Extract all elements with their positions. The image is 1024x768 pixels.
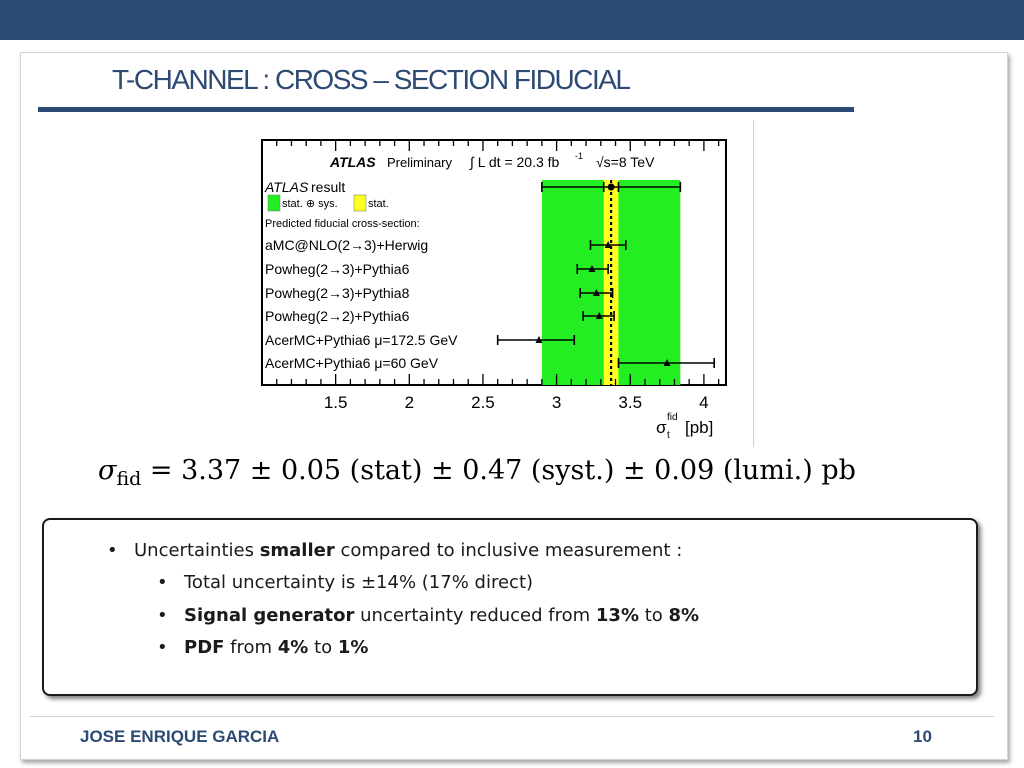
bullet-text: uncertainty reduced from [354, 605, 596, 626]
lumi-exponent: -1 [575, 151, 584, 161]
bullet-bold-text: smaller [259, 540, 335, 561]
bullet-1 [107, 540, 683, 561]
sigma-symbol: σ [98, 455, 117, 486]
legend-total-label: stat. ⊕ sys. [282, 198, 338, 210]
title-underline [38, 107, 854, 112]
xlabel-unit: [pb] [685, 418, 714, 437]
legend-stat-swatch [354, 195, 366, 211]
formula-value: = 3.37 ± 0.05 (stat) ± 0.47 (syst.) ± 0.09 (lumi.) pb [149, 455, 856, 486]
prediction-label: Powheg(2→3)+Pythia8 [265, 285, 410, 301]
bullet-bold-text: 4% [277, 637, 309, 658]
atlas-result-label-italic: ATLAS [265, 179, 309, 195]
bullet-bold-text: 8% [668, 605, 700, 626]
bullet-text: from [224, 637, 278, 658]
top-banner [0, 0, 1024, 40]
prediction-label: Powheg(2→2)+Pythia6 [265, 308, 410, 324]
page-number: 10 [913, 727, 932, 746]
bullet-marker: • [157, 572, 168, 593]
energy-label: √s=8 TeV [596, 154, 655, 170]
legend-total-swatch [268, 195, 280, 211]
bullet-bold-text: 13% [595, 605, 639, 626]
slide-title: T-CHANNEL : CROSS – SECTION FIDUCIAL [112, 64, 630, 95]
bullet-text: Total uncertainty is ±14% (17% direct) [184, 572, 534, 593]
bullet-3 [157, 605, 700, 626]
legend-stat-label: stat. [368, 198, 389, 210]
x-tick-label: 4 [699, 393, 709, 412]
bullet-marker: • [107, 540, 118, 561]
x-tick-label: 3.5 [618, 393, 643, 412]
preliminary-label: Preliminary [387, 155, 453, 170]
footer-author: JOSE ENRIQUE GARCIA [80, 727, 280, 746]
prediction-label: aMC@NLO(2→3)+Herwig [265, 237, 429, 253]
bullet-4 [157, 637, 369, 658]
bullet-marker: • [157, 605, 168, 626]
bullet-text: to [308, 637, 338, 658]
bullet-text: to [638, 605, 669, 626]
bullet-text: compared to inclusive measurement : [334, 540, 683, 561]
prediction-label: Powheg(2→3)+Pythia6 [265, 261, 410, 277]
footer-divider [30, 716, 994, 717]
predicted-header: Predicted fiducial cross-section: [265, 218, 420, 230]
x-tick-label: 2.5 [471, 393, 495, 412]
bullet-bold-text: Signal generator [184, 605, 355, 626]
x-tick-label: 3 [551, 393, 562, 412]
cross-section-plot [252, 120, 752, 447]
lumi-label: ∫ L dt = 20.3 fb [470, 154, 560, 170]
atlas-label: ATLAS [330, 154, 376, 170]
atlas-result-label: result [311, 179, 346, 195]
x-tick-label: 1.5 [323, 393, 348, 412]
plot-panel [252, 120, 754, 447]
bullet-marker: • [157, 637, 168, 658]
prediction-label: AcerMC+Pythia6 μ=60 GeV [265, 355, 439, 371]
xlabel-superscript: fid [667, 412, 678, 423]
cross-section-formula [98, 455, 856, 490]
formula-subscript: fid [116, 468, 142, 490]
bullet-bold-text: PDF [184, 637, 225, 658]
bullet-bold-text: 1% [337, 637, 369, 658]
xlabel-symbol: σ [656, 418, 667, 437]
prediction-label: AcerMC+Pythia6 μ=172.5 GeV [265, 332, 458, 348]
xlabel-subscript: t [667, 430, 670, 441]
atlas-result-total-point [608, 184, 615, 191]
bullet-text: Uncertainties [134, 540, 260, 561]
bullet-box [42, 518, 978, 696]
bullet-2 [157, 572, 534, 593]
x-tick-label: 2 [404, 393, 415, 412]
